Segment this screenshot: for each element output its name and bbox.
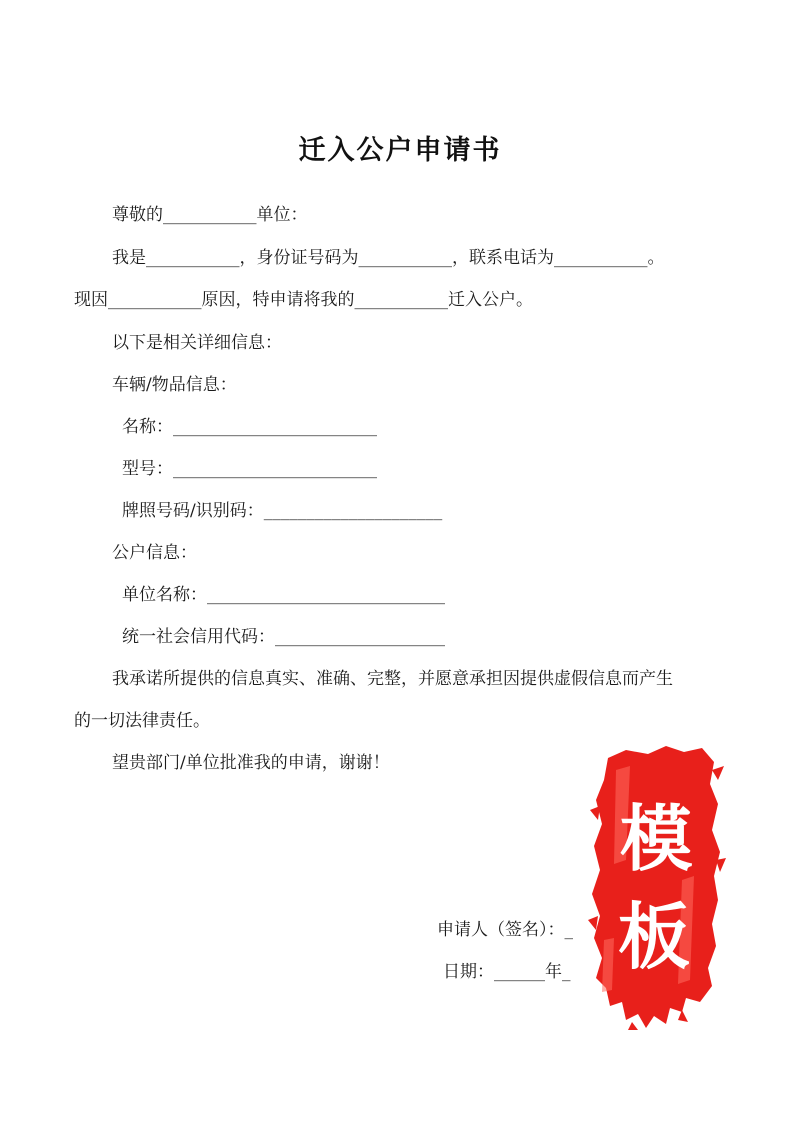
document-title: 迁入公户申请书 — [298, 135, 502, 166]
vehicle-plate-field: 牌照号码/识别码：_____________________ — [122, 501, 443, 521]
stamp-text-bottom: 板 — [617, 895, 691, 979]
request-line: 望贵部门/单位批准我的申请，谢谢！ — [112, 753, 390, 773]
statement-line-1: 我是___________，身份证号码为___________，联系电话为___________。 — [112, 248, 665, 268]
vehicle-model-field: 型号：________________________ — [122, 459, 377, 479]
credit-code-field: 统一社会信用代码：____________________ — [122, 627, 445, 647]
salutation: 尊敬的___________单位： — [112, 205, 308, 225]
vehicle-section-heading: 车辆/物品信息： — [112, 375, 237, 395]
date-line: 日期：______年_ — [443, 962, 571, 982]
account-section-heading: 公户信息： — [112, 543, 197, 563]
pledge-line-2: 的一切法律责任。 — [74, 711, 210, 731]
statement-line-2: 现因___________原因，特申请将我的___________迁入公户。 — [74, 290, 533, 310]
vehicle-name-field: 名称：________________________ — [122, 417, 377, 437]
pledge-line-1: 我承诺所提供的信息真实、准确、完整，并愿意承担因提供虚假信息而产生 — [112, 669, 673, 689]
unit-name-field: 单位名称：____________________________ — [122, 585, 445, 605]
signature-line: 申请人（签名）：_ — [437, 920, 573, 940]
details-intro: 以下是相关详细信息： — [112, 333, 282, 353]
stamp-text-top: 模 — [619, 797, 693, 881]
template-stamp-icon — [586, 740, 726, 1030]
